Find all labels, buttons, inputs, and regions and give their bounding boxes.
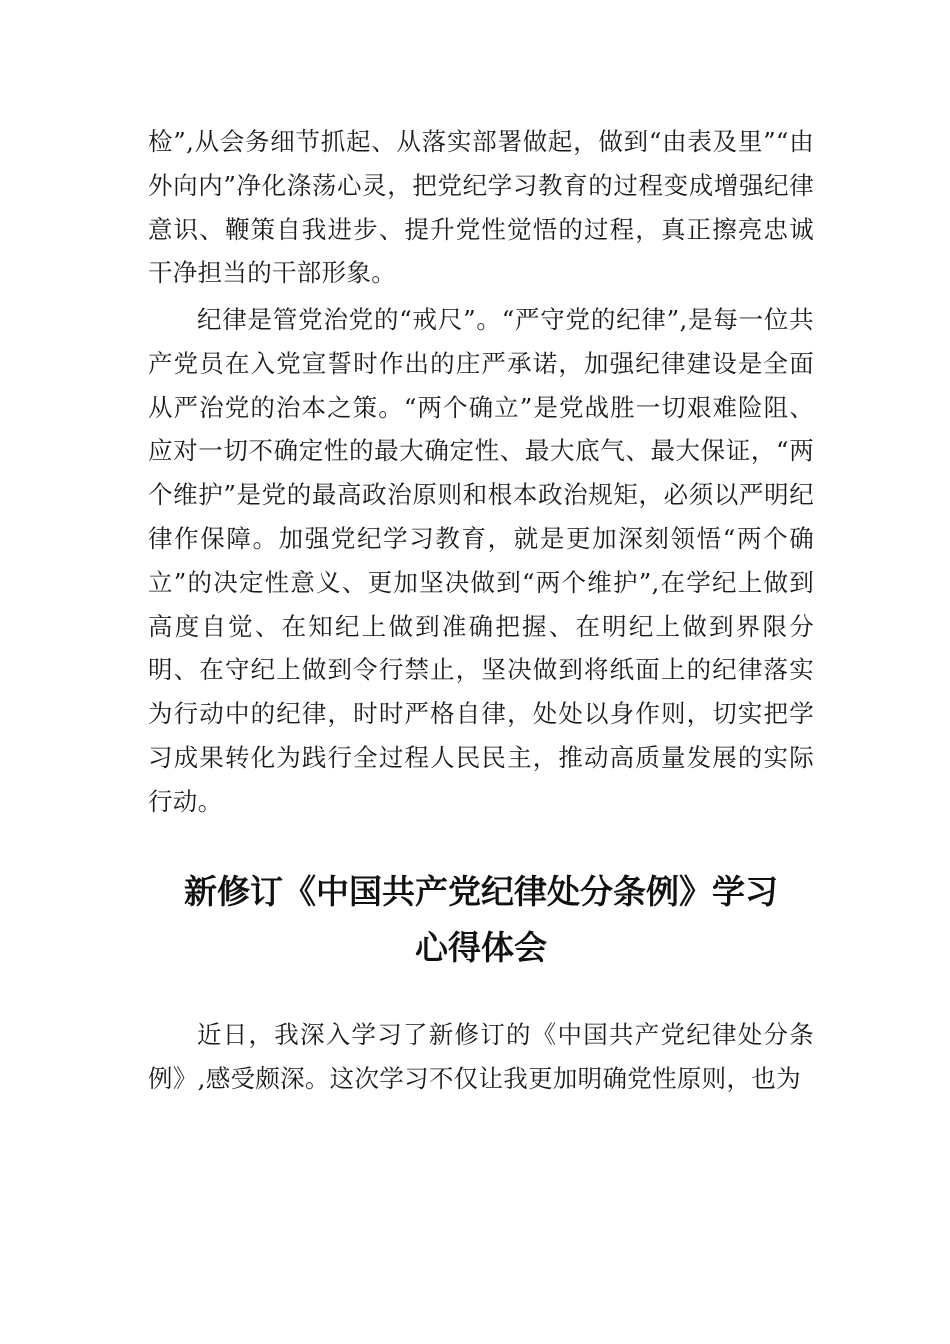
paragraph-intro: 近日，我深入学习了新修订的《中国共产党纪律处分条例》,感受颇深。这次学习不仅让我更加明确党性原则，也为 xyxy=(148,1020,814,1093)
section-heading-line2: 心得体会 xyxy=(415,928,547,967)
section-heading xyxy=(148,864,814,976)
paragraph-discipline: 纪律是管党治党的“戒尺”。“严守党的纪律”,是每一位共产党员在入党宣誓时作出的庄严承诺，加强纪律建设是全面从严治党的治本之策。“两个确立”是党战胜一切艰难险阻、应对一切不确定性的最大确定性、最大底气、最大保证，“两个维护”是党的最高政治原则和根本政治规矩，必须以严明纪律作保障。加强党纪学习教育，就是更加深刻领悟“两个确立”的决定性意义、更加坚决做到“两个维护”,在学纪上做到高度自觉、在知纪上做到准确把握、在明纪上做到界限分明、在守纪上做到令行禁止，坚决做到将纸面上的纪律落实为行动中的纪律，时时严格自律，处处以身作则，切实把学习成果转化为践行全过程人民民主，推动高质量发展的实际行动。 xyxy=(148,305,814,816)
paragraph-continued: 检”,从会务细节抓起、从落实部署做起，做到“由表及里”“由外向内”净化涤荡心灵，把党纪学习教育的过程变成增强纪律意识、鞭策自我进步、提升党性觉悟的过程，真正擦亮忠诚干净担当的干部形象。 xyxy=(148,127,814,288)
section-heading-line1: 新修订《中国共产党纪律处分条例》学习 xyxy=(184,872,778,911)
